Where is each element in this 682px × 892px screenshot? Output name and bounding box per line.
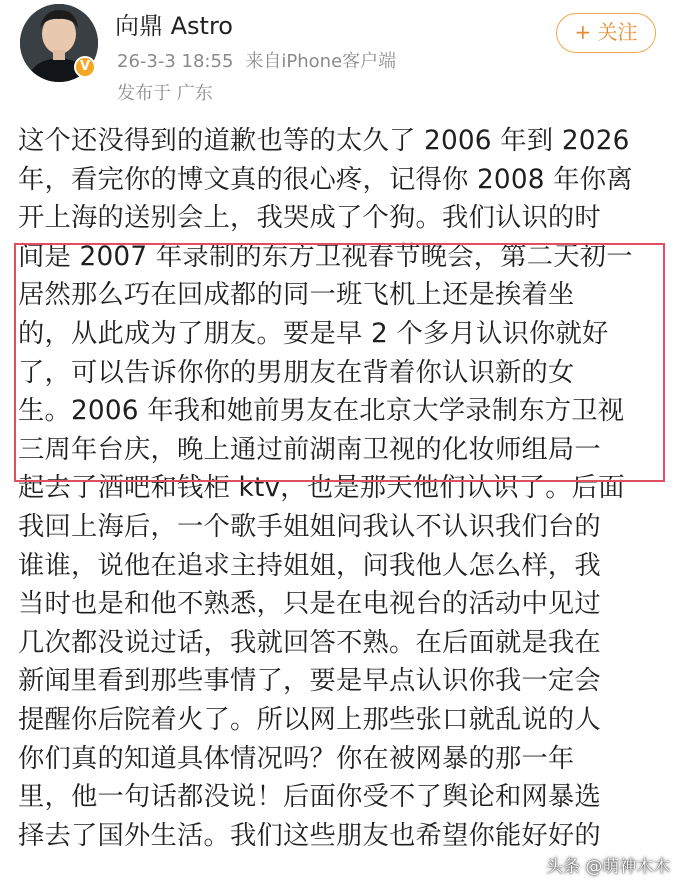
post-location: 发布于 广东 [117, 83, 213, 104]
post-body-line: 你们真的知道具体情况吗？你在被网暴的那一年 [18, 743, 575, 774]
post-body-line: 当时也是和他不熟悉，只是在电视台的活动中见过 [18, 589, 601, 620]
watermark-text: 头条 @萌神木木 [546, 857, 671, 877]
post-body-line: 里，他一句话都没说！后面你受不了舆论和网暴选 [18, 782, 601, 813]
post-body-line: 几次都没说过话，我就回答不熟。在后面就是我在 [18, 627, 601, 658]
post-body-line: 生。2006 年我和她前男友在北京大学录制东方卫视 [18, 396, 625, 427]
post-body-line: 这个还没得到的道歉也等的太久了 2006 年到 2026 [18, 126, 630, 156]
author-name[interactable]: 向鼎 Astro [115, 12, 233, 40]
post-body-line: 我回上海后，一个歌手姐姐问我认不认识我们台的 [18, 511, 601, 542]
post-body-line: 提醒你后院着火了。所以网上那些张口就乱说的人 [18, 704, 601, 735]
post-body-line: 新闻里看到那些事情了，要是早点认识你我一定会 [18, 666, 601, 697]
verified-badge-icon: V [74, 56, 96, 78]
post-source: 来自iPhone客户端 [245, 51, 397, 72]
post-body [18, 122, 668, 855]
post-meta [117, 47, 396, 73]
post-body-line: 起去了酒吧和钱柜 ktv，也是那天他们认识了。后面 [18, 473, 625, 504]
post-body-line: 开上海的送别会上，我哭成了个狗。我们认识的时 [18, 203, 601, 234]
post-body-line: 择去了国外生活。我们这些朋友也希望你能好好的 [18, 820, 601, 851]
post-body-line: 的，从此成为了朋友。要是早 2 个多月认识你就好 [18, 318, 609, 349]
follow-button[interactable]: + 关注 [556, 13, 656, 53]
post-body-line: 谁谁，说他在追求主持姐姐，问我他人怎么样，我 [18, 550, 601, 581]
post-body-line: 了，可以告诉你你的男朋友在背着你认识新的女 [18, 357, 575, 388]
post-body-line: 三周年台庆，晚上通过前湖南卫视的化妆师组局一 [18, 434, 601, 465]
post-body-line: 年，看完你的博文真的很心疼，记得你 2008 年你离 [18, 164, 633, 195]
post-body-line: 间是 2007 年录制的东方卫视春节晚会，第二天初一 [18, 241, 633, 272]
post-timestamp: 26-3-3 18:55 [117, 51, 234, 72]
post-body-line: 居然那么巧在回成都的同一班飞机上还是挨着坐 [18, 280, 575, 311]
